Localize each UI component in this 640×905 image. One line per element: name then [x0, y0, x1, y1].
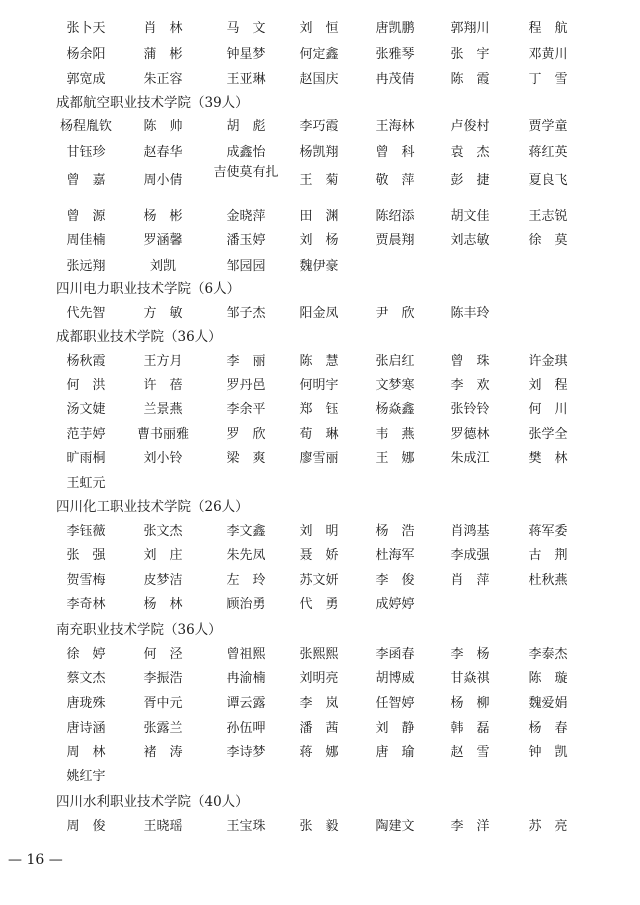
awardee-name: 周 俊: [66, 819, 106, 834]
awardee-name: 王海林: [375, 119, 415, 134]
awardee-name: 丁 雪: [528, 72, 568, 87]
awardee-name: 许 蓓: [143, 378, 183, 393]
awardee-name: 韦 燕: [375, 427, 415, 442]
college-heading: 成都职业技术学院（36人）: [56, 329, 222, 345]
awardee-name: 李函春: [375, 647, 415, 662]
awardee-name: 夏良飞: [528, 173, 568, 188]
awardee-name: 张 强: [66, 548, 106, 563]
awardee-name: 杨 浩: [375, 524, 415, 539]
awardee-name: 徐 莫: [528, 233, 568, 248]
awardee-name: 邹园园: [226, 259, 266, 274]
awardee-name: 杜秋燕: [528, 573, 568, 588]
awardee-name: 潘 茜: [299, 721, 339, 736]
awardee-name: 李振浩: [143, 671, 183, 686]
awardee-name: 甘钰珍: [66, 145, 106, 160]
awardee-name: 程 航: [528, 21, 568, 36]
awardee-name: 成婷婷: [375, 597, 415, 612]
awardee-name: 邓黄川: [528, 47, 568, 62]
name-row: [0, 115, 640, 139]
awardee-name: 刘 庄: [143, 548, 183, 563]
awardee-name: 甘焱祺: [450, 671, 490, 686]
awardee-name: 吉使莫有扎: [213, 165, 279, 180]
awardee-name: 左 玲: [226, 573, 266, 588]
name-row: [0, 815, 640, 839]
awardee-name: 何明宇: [299, 378, 339, 393]
awardee-name: 肖 萍: [450, 573, 490, 588]
name-row: [0, 423, 640, 447]
awardee-name: 胥中元: [143, 696, 183, 711]
name-row: [0, 141, 640, 165]
awardee-name: 卢俊村: [450, 119, 490, 134]
name-row: [0, 229, 640, 253]
awardee-name: 冉茂倩: [375, 72, 415, 87]
awardee-name: 张熙熙: [299, 647, 339, 662]
name-row: [0, 717, 640, 741]
college-heading: 南充职业技术学院（36人）: [56, 622, 222, 638]
awardee-name: 张卜天: [66, 21, 106, 36]
awardee-name: 郭翔川: [450, 21, 490, 36]
awardee-name: 李文鑫: [226, 524, 266, 539]
awardee-name: 杨焱鑫: [375, 402, 415, 417]
awardee-name: 郭宽成: [66, 72, 106, 87]
awardee-name: 杜海军: [375, 548, 415, 563]
awardee-name: 陈 慧: [299, 354, 339, 369]
awardee-name: 梁 爽: [226, 451, 266, 466]
awardee-name: 魏爱娟: [528, 696, 568, 711]
awardee-name: 褚 涛: [143, 745, 183, 760]
awardee-name: 张 宇: [450, 47, 490, 62]
name-row: [0, 17, 640, 41]
awardee-name: 敬 萍: [375, 173, 415, 188]
awardee-name: 贺雪梅: [66, 573, 106, 588]
awardee-name: 何 川: [528, 402, 568, 417]
awardee-name: 唐珑殊: [66, 696, 106, 711]
awardee-name: 李 俊: [375, 573, 415, 588]
awardee-name: 王晓瑶: [143, 819, 183, 834]
awardee-name: 王 娜: [375, 451, 415, 466]
awardee-name: 张远翔: [66, 259, 106, 274]
name-row: [0, 765, 640, 789]
awardee-name: 蔡文杰: [66, 671, 106, 686]
awardee-name: 杨程胤钦: [59, 119, 112, 134]
awardee-name: 李 杨: [450, 647, 490, 662]
awardee-name: 冉渝楠: [226, 671, 266, 686]
awardee-name: 刘 杨: [299, 233, 339, 248]
name-row: [0, 350, 640, 374]
awardee-name: 阳金凤: [299, 306, 339, 321]
awardee-name: 刘明亮: [299, 671, 339, 686]
awardee-name: 汤文婕: [66, 402, 106, 417]
awardee-name: 郑 钰: [299, 402, 339, 417]
awardee-name: 蒋红英: [528, 145, 568, 160]
awardee-name: 张 毅: [299, 819, 339, 834]
awardee-name: 王亚琳: [226, 72, 266, 87]
awardee-name: 罗涵馨: [143, 233, 183, 248]
awardee-name: 彭 捷: [450, 173, 490, 188]
awardee-name: 袁 杰: [450, 145, 490, 160]
awardee-name: 李诗梦: [226, 745, 266, 760]
name-row: [0, 165, 640, 193]
awardee-name: 蒋 娜: [299, 745, 339, 760]
awardee-name: 田 渊: [299, 209, 339, 224]
awardee-name: 李泰杰: [528, 647, 568, 662]
awardee-name: 蒋军委: [528, 524, 568, 539]
awardee-name: 蒲 彬: [143, 47, 183, 62]
awardee-name: 肖 林: [143, 21, 183, 36]
awardee-name: 苏 亮: [528, 819, 568, 834]
awardee-name: 朱正容: [143, 72, 183, 87]
awardee-name: 许金琪: [528, 354, 568, 369]
awardee-name: 张文杰: [143, 524, 183, 539]
awardee-name: 钟 凯: [528, 745, 568, 760]
awardee-name: 曾 科: [375, 145, 415, 160]
name-row: [0, 68, 640, 92]
awardee-name: 顾治勇: [226, 597, 266, 612]
college-heading: 成都航空职业技术学院（39人）: [56, 95, 249, 111]
awardee-name: 李钰薇: [66, 524, 106, 539]
awardee-name: 孙伍呷: [226, 721, 266, 736]
awardee-name: 刘 程: [528, 378, 568, 393]
awardee-name: 潘玉婷: [226, 233, 266, 248]
name-row: [0, 43, 640, 67]
awardee-name: 兰景燕: [143, 402, 183, 417]
awardee-name: 李奇林: [66, 597, 106, 612]
awardee-name: 罗 欣: [226, 427, 266, 442]
awardee-name: 赵 雪: [450, 745, 490, 760]
awardee-name: 王志锐: [528, 209, 568, 224]
awardee-name: 陈 霞: [450, 72, 490, 87]
name-row: [0, 544, 640, 568]
awardee-name: 范芋婷: [66, 427, 106, 442]
awardee-name: 陈 帅: [143, 119, 183, 134]
awardee-name: 马 文: [226, 21, 266, 36]
awardee-name: 周 林: [66, 745, 106, 760]
awardee-name: 魏伊豪: [299, 259, 339, 274]
college-heading: 四川电力职业技术学院（6人）: [56, 281, 241, 297]
name-row: [0, 741, 640, 765]
name-row: [0, 205, 640, 229]
awardee-name: 周小倩: [143, 173, 183, 188]
awardee-name: 文梦寒: [375, 378, 415, 393]
awardee-name: 贾晨翔: [375, 233, 415, 248]
awardee-name: 李余平: [226, 402, 266, 417]
awardee-name: 朱先凤: [226, 548, 266, 563]
awardee-name: 邹子杰: [226, 306, 266, 321]
awardee-name: 杨 彬: [143, 209, 183, 224]
name-row: [0, 643, 640, 667]
awardee-name: 曾 珠: [450, 354, 490, 369]
name-row: [0, 472, 640, 496]
awardee-name: 李 洋: [450, 819, 490, 834]
awardee-name: 陶建文: [375, 819, 415, 834]
awardee-name: 王 菊: [299, 173, 339, 188]
name-row: [0, 520, 640, 544]
awardee-name: 陈丰玲: [450, 306, 490, 321]
awardee-name: 周佳楠: [66, 233, 106, 248]
awardee-name: 罗丹邑: [226, 378, 266, 393]
awardee-name: 何定鑫: [299, 47, 339, 62]
awardee-name: 谭云露: [226, 696, 266, 711]
awardee-name: 朱成江: [450, 451, 490, 466]
awardee-name: 代先智: [66, 306, 106, 321]
awardee-name: 何 洪: [66, 378, 106, 393]
awardee-name: 何 泾: [143, 647, 183, 662]
awardee-name: 成鑫怡: [226, 145, 266, 160]
awardee-name: 胡博威: [375, 671, 415, 686]
awardee-name: 陈 璇: [528, 671, 568, 686]
awardee-name: 聂 娇: [299, 548, 339, 563]
awardee-name: 杨 柳: [450, 696, 490, 711]
name-row: [0, 667, 640, 691]
college-heading: 四川水利职业技术学院（40人）: [56, 794, 249, 810]
awardee-name: 王方月: [143, 354, 183, 369]
name-row: [0, 255, 640, 279]
awardee-name: 李 欢: [450, 378, 490, 393]
awardee-name: 曾 源: [66, 209, 106, 224]
awardee-name: 陈绍添: [375, 209, 415, 224]
awardee-name: 曾祖熙: [226, 647, 266, 662]
awardee-name: 曹书丽雅: [136, 427, 189, 442]
awardee-name: 胡文佳: [450, 209, 490, 224]
awardee-name: 古 荆: [528, 548, 568, 563]
name-row: [0, 374, 640, 398]
awardee-name: 苏文妍: [299, 573, 339, 588]
name-row: [0, 398, 640, 422]
awardee-name: 唐诗涵: [66, 721, 106, 736]
name-row: [0, 447, 640, 471]
name-row: [0, 593, 640, 617]
awardee-name: 李 岚: [299, 696, 339, 711]
awardee-name: 李 丽: [226, 354, 266, 369]
awardee-name: 杨 春: [528, 721, 568, 736]
awardee-name: 方 敏: [143, 306, 183, 321]
awardee-name: 唐 瑜: [375, 745, 415, 760]
awardee-name: 刘志敏: [450, 233, 490, 248]
awardee-name: 刘小铃: [143, 451, 183, 466]
awardee-name: 金晓萍: [226, 209, 266, 224]
awardee-name: 王宝珠: [226, 819, 266, 834]
college-heading: 四川化工职业技术学院（26人）: [56, 499, 249, 515]
name-row: [0, 302, 640, 326]
awardee-name: 李成强: [450, 548, 490, 563]
name-row: [0, 569, 640, 593]
awardee-name: 张露兰: [143, 721, 183, 736]
awardee-name: 樊 林: [528, 451, 568, 466]
page-number: — 16 —: [8, 852, 63, 868]
awardee-name: 廖雪丽: [299, 451, 339, 466]
awardee-name: 韩 磊: [450, 721, 490, 736]
awardee-name: 张雅琴: [375, 47, 415, 62]
awardee-name: 皮梦洁: [143, 573, 183, 588]
awardee-name: 张铃铃: [450, 402, 490, 417]
awardee-name: 旷雨桐: [66, 451, 106, 466]
awardee-name: 张学全: [528, 427, 568, 442]
awardee-name: 罗德林: [450, 427, 490, 442]
awardee-name: 任智婷: [375, 696, 415, 711]
awardee-name: 胡 彪: [226, 119, 266, 134]
awardee-name: 张启红: [375, 354, 415, 369]
awardee-name: 曾 嘉: [66, 173, 106, 188]
awardee-name: 杨余阳: [66, 47, 106, 62]
awardee-name: 刘 静: [375, 721, 415, 736]
awardee-name: 唐凯鹏: [375, 21, 415, 36]
name-row: [0, 692, 640, 716]
awardee-name: 肖鸿基: [450, 524, 490, 539]
awardee-name: 贾学童: [528, 119, 568, 134]
awardee-name: 赵国庆: [299, 72, 339, 87]
awardee-name: 杨秋霞: [66, 354, 106, 369]
awardee-name: 刘 恒: [299, 21, 339, 36]
awardee-name: 杨 林: [143, 597, 183, 612]
awardee-name: 代 勇: [299, 597, 339, 612]
awardee-name: 李巧霞: [299, 119, 339, 134]
awardee-name: 钟星梦: [226, 47, 266, 62]
awardee-name: 杨凯翔: [299, 145, 339, 160]
awardee-name: 徐 婷: [66, 647, 106, 662]
awardee-name: 王虹元: [66, 476, 106, 491]
awardee-name: 赵春华: [143, 145, 183, 160]
awardee-name: 刘 明: [299, 524, 339, 539]
awardee-name: 姚红宇: [66, 769, 106, 784]
awardee-name: 刘凯: [149, 259, 176, 274]
awardee-name: 荀 琳: [299, 427, 339, 442]
awardee-name: 尹 欣: [375, 306, 415, 321]
